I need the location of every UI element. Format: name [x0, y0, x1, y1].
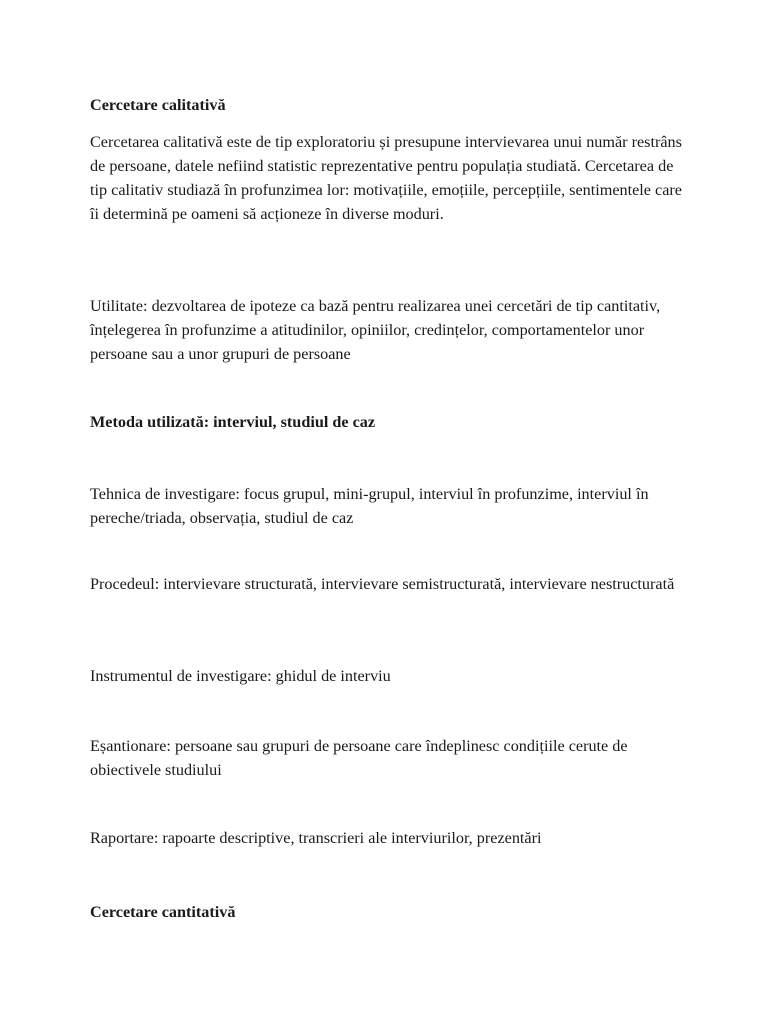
- reporting-line: Raportare: rapoarte descriptive, transcrieri ale interviurilor, prezentări: [90, 829, 542, 847]
- procedure-paragraph: Procedeul: intervievare structurată, intervievare semistructurată, intervievare nestructurată: [90, 575, 675, 593]
- intro-paragraph: Cercetarea calitativă este de tip exploratoriu și presupune intervievarea unui număr restrâns de persoane, datele nefiind statistic reprezentative pentru populația studiată. Cercetarea de tip calitativ studiază în profunzimea lor: motivațiile, emoțiile, percepțiile, sentimentele care îi determină pe oameni să acționeze în diverse moduri.: [90, 133, 682, 223]
- technique-paragraph: Tehnica de investigare: focus grupul, mini-grupul, interviul în profunzime, interviul în pereche/triada, observația, studiul de caz: [90, 485, 649, 527]
- utility-paragraph: Utilitate: dezvoltarea de ipoteze ca bază pentru realizarea unei cercetări de tip cantitativ, înțelegerea în profunzime a atitudinilor, opiniilor, credințelor, comportamentelor unor persoane sau a unor grupuri de persoane: [90, 297, 661, 363]
- instrument-line: Instrumentul de investigare: ghidul de interviu: [90, 667, 391, 685]
- sampling-paragraph: Eșantionare: persoane sau grupuri de persoane care îndeplinesc condițiile cerute de obiectivele studiului: [90, 737, 628, 779]
- heading-quantitative-research: Cercetare cantitativă: [90, 903, 236, 921]
- heading-qualitative-research: Cercetare calitativă: [90, 96, 226, 114]
- method-line: Metoda utilizată: interviul, studiul de caz: [90, 413, 376, 431]
